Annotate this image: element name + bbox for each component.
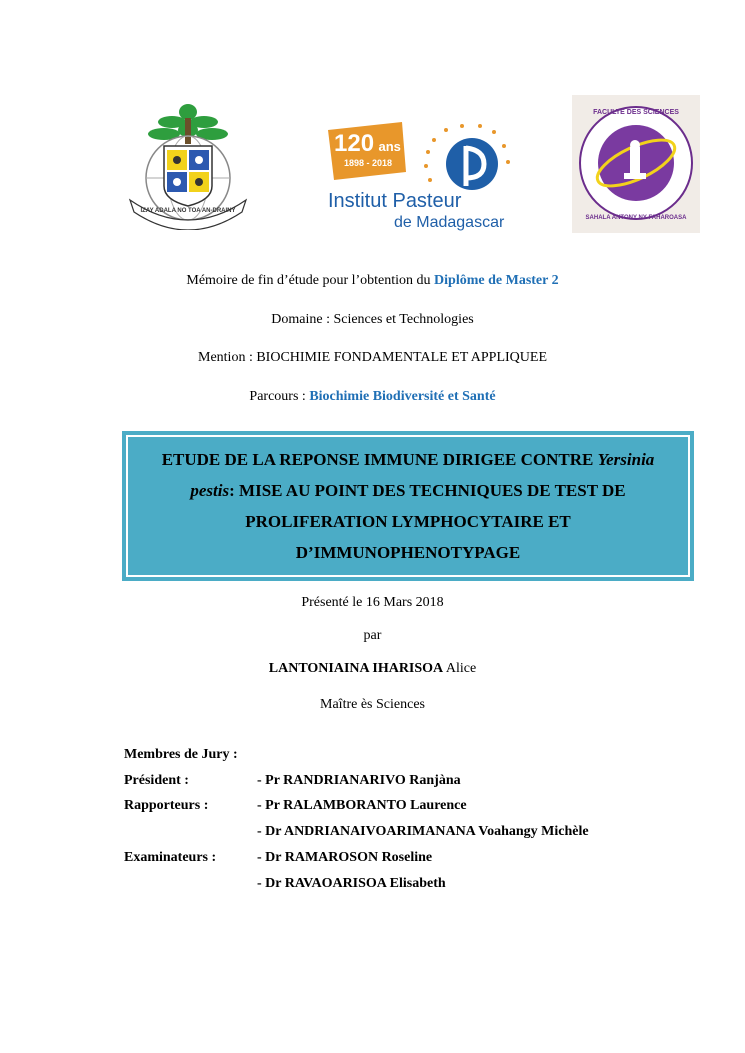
faculty-motto: SAHALA ANTONY NY FAHAROASA — [585, 215, 687, 221]
degree-name: Diplôme de Master 2 — [434, 273, 559, 288]
parcours-prefix: Parcours : — [249, 389, 310, 404]
thesis-title-box — [122, 431, 694, 581]
president-name: - Pr RANDRIANARIVO Ranjàna — [257, 773, 461, 788]
jury-heading: Membres de Jury : — [124, 747, 238, 762]
title-italic-genus: Yersinia — [597, 450, 655, 469]
author-given-name: Alice — [443, 661, 477, 676]
title-part2: : MISE AU POINT DES TECHNIQUES DE TEST DE PROLIFERATION LYMPHOCYTAIRE ET D’IMMUNOPHENOTYPAGE — [229, 481, 626, 562]
institut-location: de Madagascar — [394, 214, 505, 231]
rapporteur-2: - Dr ANDRIANAIVOARIMANANA Voahangy Michèle — [257, 824, 589, 839]
university-motto: IZAY ADALA NO TOA AN-DRAINY — [140, 208, 236, 214]
thesis-title-frame — [126, 435, 690, 577]
faculty-logo — [572, 95, 700, 233]
badge-ans: ans — [378, 139, 401, 154]
mention-line: Mention : BIOCHIMIE FONDAMENTALE ET APPLIQUEE — [198, 350, 547, 365]
institut-name: Institut Pasteur — [328, 190, 462, 212]
examinateur-1: - Dr RAMAROSON Roseline — [257, 850, 433, 865]
author-degree: Maître ès Sciences — [320, 697, 425, 712]
badge-number: 120 — [334, 130, 375, 157]
presentation-date: Présenté le 16 Mars 2018 — [301, 595, 444, 610]
memoire-prefix: Mémoire de fin d’étude pour l’obtention du — [186, 273, 435, 288]
rapporteurs-label: Rapporteurs : — [124, 798, 209, 813]
title-part1: ETUDE DE LA REPONSE IMMUNE DIRIGEE CONTRE — [161, 450, 598, 469]
domaine-line: Domaine : Sciences et Technologies — [271, 312, 474, 327]
memoire-line — [0, 273, 745, 289]
author-line — [0, 661, 745, 677]
presentation-par: par — [363, 628, 382, 643]
thesis-title — [143, 444, 673, 568]
examinateur-2: - Dr RAVAOARISOA Elisabeth — [257, 876, 446, 891]
examinateurs-label: Examinateurs : — [124, 850, 217, 865]
faculty-name: FACULTE DES SCIENCES — [593, 109, 679, 116]
university-logo — [122, 100, 254, 230]
rapporteur-1: - Pr RALAMBORANTO Laurence — [257, 798, 467, 813]
parcours-value: Biochimie Biodiversité et Santé — [309, 389, 496, 404]
parcours-line — [0, 389, 745, 405]
badge-years: 1898 - 2018 — [344, 158, 393, 168]
title-italic-species: pestis — [190, 481, 230, 500]
president-label: Président : — [124, 773, 189, 788]
institut-pasteur-logo — [322, 118, 514, 238]
author-surname: LANTONIAINA IHARISOA — [268, 661, 444, 676]
